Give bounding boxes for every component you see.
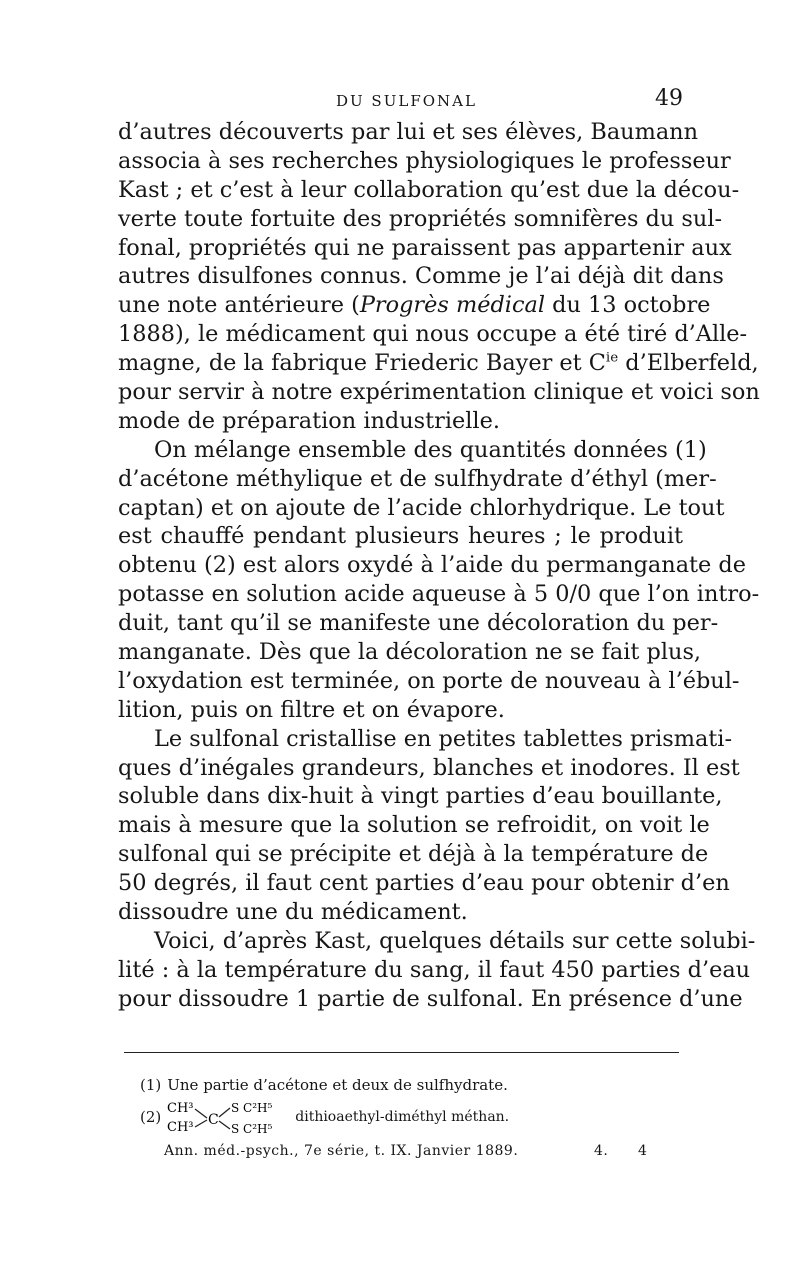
text-line: mode de préparation industrielle. <box>118 407 500 434</box>
journal-signature: Ann. méd.-psych., 7e série, t. IX. Janvier 1889. <box>164 1143 519 1159</box>
text-line: est chauffé pendant plusieurs heures ; le produit <box>118 523 683 550</box>
text-line: ques d’inégales grandeurs, blanches et inodores. Il est <box>118 754 740 781</box>
text-line: manganate. Dès que la décoloration ne se fait plus, <box>118 639 702 666</box>
chemical-formula <box>167 1099 289 1135</box>
body-text <box>118 118 760 1014</box>
footnotes <box>140 1074 680 1136</box>
bond-line <box>219 1121 230 1129</box>
bond-line <box>195 1120 207 1127</box>
page-header <box>118 86 683 116</box>
footnote-1 <box>140 1074 680 1096</box>
bond-line <box>219 1108 230 1117</box>
bond-line <box>195 1109 207 1118</box>
text-line: sulfonal qui se précipite et déjà à la température de <box>118 841 709 868</box>
signature-line <box>164 1143 664 1165</box>
running-title: DU SULFONAL <box>336 92 477 110</box>
text-line: Voici, d’après Kast, quelques détails sur cette solubi- <box>154 927 756 954</box>
page-number: 49 <box>655 86 683 111</box>
text-line: d’acétone méthylique et de sulfhydrate d’éthyl (mer- <box>118 465 717 492</box>
text-line: l’oxydation est terminée, on porte de nouveau à l’ébul- <box>118 667 740 694</box>
text-line: captan) et on ajoute de l’acide chlorhydrique. Le tout <box>118 494 725 521</box>
text-line: On mélange ensemble des quantités données (1) <box>154 436 707 463</box>
text-line: lité : à la température du sang, il faut 450 parties d’eau <box>118 956 751 983</box>
text-line: pour servir à notre expérimentation clinique et voici son <box>118 379 760 406</box>
footnote-1-marker: (1) <box>140 1076 162 1094</box>
text-line: d’autres découverts par lui et ses élèves, Baumann <box>118 119 699 145</box>
text-line: 50 degrés, il faut cent parties d’eau pour obtenir d’en <box>118 870 730 897</box>
signature-number: 4. <box>594 1143 609 1159</box>
formula-left-bottom: CH³ <box>167 1120 194 1135</box>
signature-number: 4 <box>638 1143 648 1159</box>
footnote-divider <box>124 1052 679 1053</box>
text-line: obtenu (2) est alors oxydé à l’aide du permanganate de <box>118 552 746 579</box>
text-line: fonal, propriétés qui ne paraissent pas appartenir aux <box>118 234 732 261</box>
footnote-2 <box>140 1098 680 1136</box>
text-line: autres disulfones connus. Comme je l’ai déjà dit dans <box>118 263 724 290</box>
text-line: 1888), le médicament qui nous occupe a été tiré d’Alle- <box>118 321 748 348</box>
formula-left-top: CH³ <box>167 1101 194 1116</box>
formula-center: C <box>208 1112 219 1128</box>
text-line: potasse en solution acide aqueuse à 5 0/0 que l’on intro- <box>118 581 760 608</box>
text-line: Le sulfonal cristallise en petites tablettes prismati- <box>154 725 733 752</box>
text-line: Kast ; et c’est à leur collaboration qu’est due la décou- <box>118 176 740 203</box>
footnote-2-marker: (2) <box>140 1108 162 1126</box>
text-line: soluble dans dix-huit à vingt parties d’eau bouillante, <box>118 783 723 810</box>
text-line: magne, de la fabrique Friederic Bayer et $C^{ie}$ d’Elberfeld, <box>118 350 759 377</box>
text-line: associa à ses recherches physiologiques le professeur <box>118 147 731 174</box>
text-line: verte toute fortuite des propriétés somnifères du sul- <box>118 205 723 232</box>
footnote-2-text: dithioaethyl-diméthyl méthan. <box>295 1109 510 1125</box>
text-line: pour dissoudre 1 partie de sulfonal. En présence d’une <box>118 985 743 1012</box>
text-line: lition, puis on filtre et on évapore. <box>118 696 505 723</box>
text-line: dissoudre une du médicament. <box>118 899 468 926</box>
formula-right-bottom: S C²H⁵ <box>231 1122 273 1136</box>
footnote-1-text: Une partie d’acétone et deux de sulfhydrate. <box>167 1076 508 1094</box>
formula-right-top: S C²H⁵ <box>231 1101 273 1115</box>
text-line: une note antérieure (Progrès médical du 13 octobre <box>118 292 711 319</box>
structural-formula-diagram <box>167 1099 289 1135</box>
text-line: mais à mesure que la solution se refroidit, on voit le <box>118 812 710 839</box>
text-line: duit, tant qu’il se manifeste une décoloration du per- <box>118 610 719 637</box>
